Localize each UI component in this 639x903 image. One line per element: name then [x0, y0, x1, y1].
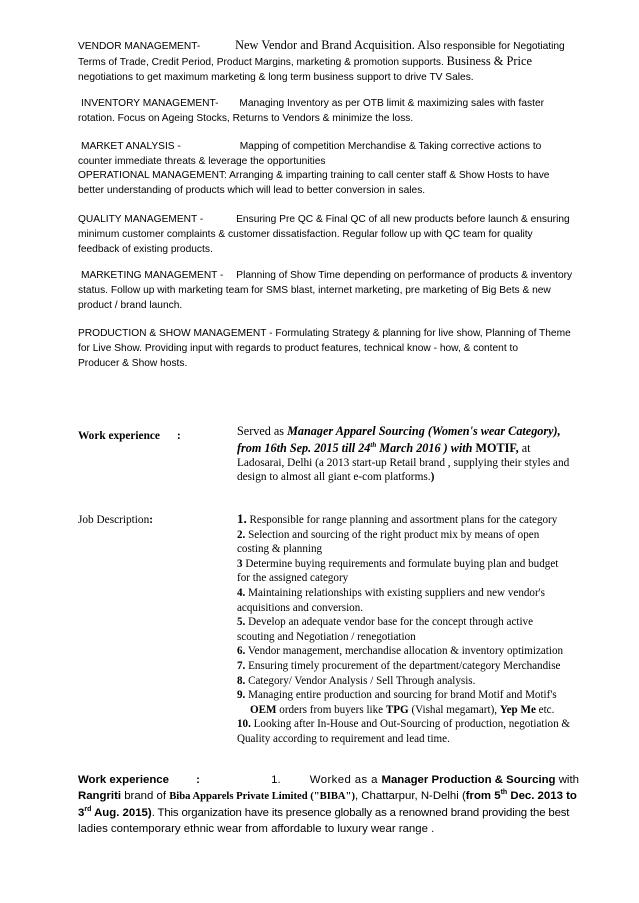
jd-item-8-num: 8. — [237, 674, 246, 687]
jd-item-5-num: 5. — [237, 616, 246, 629]
inventory-line-1-rest: Managing Inventory as per OTB limit & maximizing sales with faster — [239, 98, 545, 109]
jd-item-6 — [237, 644, 607, 659]
exp1-line-4-text: design to almost all giant e-com platforms. — [237, 471, 431, 483]
market-analysis-section — [78, 139, 598, 169]
jd-item-8 — [237, 674, 607, 689]
jd-buyers-text: orders from buyers like — [276, 703, 386, 716]
inventory-line-2: rotation. Focus on Ageing Stocks, Returns to Vendors & minimize the loss. — [78, 113, 414, 124]
jd-item-6-num: 6. — [237, 645, 246, 658]
job-description-label-wrap — [78, 514, 153, 526]
quality-line-1 — [78, 212, 598, 227]
inventory-line-1 — [78, 96, 598, 111]
market-line-1 — [78, 139, 598, 154]
exp2-worked: Worked as a — [309, 774, 382, 786]
market-heading: MARKET ANALYSIS - — [81, 141, 181, 152]
jd-item-10 — [237, 717, 607, 732]
jd-tpg: TPG — [385, 703, 409, 716]
job-description-list — [237, 512, 607, 747]
exp1-role: Manager Apparel Sourcing (Women's wear Category), — [287, 424, 561, 438]
jd-item-7-text: Ensuring timely procurement of the department/category Merchandise — [245, 659, 561, 672]
exp2-th-sup: th — [500, 789, 508, 797]
exp2-line-1 — [78, 772, 598, 788]
vendor-line-1 — [78, 38, 598, 54]
jd-item-3-num: 3 — [237, 557, 243, 570]
exp2-location: , Chattarpur, N-Delhi ( — [354, 790, 466, 802]
exp1-line-1 — [237, 423, 607, 440]
jd-item-10-text: Looking after In-House and Out-Sourcing of production, negotiation & — [250, 718, 571, 731]
exp2-from: from 5 — [465, 790, 501, 802]
jd-item-4-text: Maintaining relationships with existing suppliers and new vendor's — [245, 586, 545, 599]
exp2-dec: Dec. 2013 to — [507, 790, 577, 802]
jd-item-9 — [237, 688, 607, 703]
exp2-colon: : — [196, 774, 200, 786]
jd-yepme: Yep Me — [499, 703, 536, 716]
operational-management-section — [78, 168, 598, 198]
jd-item-8-text: Category/ Vendor Analysis / Sell Through analysis. — [245, 674, 476, 687]
inventory-management-section — [78, 96, 598, 126]
jd-item-10-num: 10. — [237, 718, 251, 731]
inventory-heading: INVENTORY MANAGEMENT- — [81, 98, 219, 109]
exp1-at: at — [518, 440, 531, 455]
exp2-day: 3 — [78, 807, 85, 819]
jd-item-3 — [237, 557, 607, 572]
vendor-serif-text: New Vendor and Brand Acquisition. Also — [235, 38, 441, 52]
jd-item-1-num: 1. — [237, 511, 247, 526]
exp2-line-3 — [78, 805, 598, 821]
jd-item-1-text: Responsible for range planning and assortment plans for the category — [246, 514, 558, 526]
jd-item-4-num: 4. — [237, 586, 246, 599]
jd-item-6-text: Vendor management, merchandise allocation & inventory optimization — [245, 645, 564, 658]
experience-1-details — [237, 423, 607, 484]
jd-etc: etc. — [535, 703, 555, 716]
exp1-to-date: March 2016 ) with — [376, 440, 476, 455]
exp1-line-4 — [237, 470, 607, 484]
jd-item-9-cont — [237, 703, 607, 718]
exp2-rd-sup: rd — [84, 806, 92, 814]
marketing-line-3: product / brand launch. — [78, 300, 183, 311]
exp2-role: Manager Production & Sourcing — [381, 774, 556, 786]
jd-item-4 — [237, 586, 607, 601]
quality-line-2: minimum customer complaints & customer dissatisfaction. Regular follow up with QC team for quality — [78, 229, 533, 240]
job-description-label: Job Description — [78, 514, 150, 526]
jd-item-10-cont: Quality according to requirement and lead time. — [237, 732, 450, 745]
exp2-org-text: . This organization have its presence globally as a renowned brand providing the best — [151, 807, 570, 819]
experience-2-section — [78, 772, 598, 837]
marketing-line-2: status. Follow up with marketing team for SMS blast, internet marketing, pre marketing of Big Bets & new — [78, 285, 551, 296]
jd-item-9-num: 9. — [237, 689, 246, 702]
jd-item-2-cont: costing & planning — [237, 543, 323, 556]
exp2-aug: Aug. 2015) — [91, 807, 152, 819]
jd-item-1 — [237, 512, 607, 528]
production-line-2: for Live Show. Providing input with regards to product features, technical know - how, & content to — [78, 343, 519, 354]
quality-management-section — [78, 212, 598, 257]
marketing-line-1 — [78, 268, 598, 283]
vendor-line-2-text: Terms of Trade, Credit Period, Product Margins, marketing & promotion supports. — [78, 57, 447, 68]
jd-item-3-cont: for the assigned category — [237, 572, 349, 585]
marketing-line-1-rest: Planning of Show Time depending on performance of products & inventory — [236, 270, 573, 281]
exp1-line-4-paren: ) — [430, 471, 435, 483]
production-line-3: Producer & Show hosts. — [78, 358, 188, 369]
exp1-th-sup: th — [370, 440, 377, 449]
work-experience-label: Work experience — [78, 430, 160, 442]
vendor-line-1-rest: responsible for Negotiating — [440, 41, 565, 52]
jd-vishal-text: (Vishal megamart), — [408, 703, 500, 716]
market-line-1-rest: Mapping of competition Merchandise & Taking corrective actions to — [239, 141, 542, 152]
jd-oem: OEM — [250, 703, 277, 716]
market-line-2: counter immediate threats & leverage the opportunities — [78, 156, 326, 167]
vendor-line-2-serif: Business & Price — [446, 54, 532, 68]
jd-item-5-text: Develop an adequate vendor base for the concept through active — [245, 616, 534, 629]
exp2-with: with — [555, 774, 579, 786]
exp1-company: MOTIF, — [475, 440, 519, 455]
jd-item-7 — [237, 659, 607, 674]
jd-item-4-cont: acquisitions and conversion. — [237, 601, 364, 614]
jd-item-9-text: Managing entire production and sourcing for brand Motif and Motif's — [245, 689, 557, 702]
jd-item-2-text: Selection and sourcing of the right product mix by means of open — [245, 528, 540, 541]
exp2-brand-of: brand of — [121, 790, 170, 802]
exp2-line-4: ladies contemporary ethnic wear from affordable to luxury wear range . — [78, 823, 435, 835]
quality-line-3: feedback of existing products. — [78, 244, 213, 255]
quality-line-1-rest: Ensuring Pre QC & Final QC of all new products before launch & ensuring — [236, 214, 570, 225]
exp1-line-2 — [237, 440, 607, 457]
vendor-heading: VENDOR MANAGEMENT- — [78, 41, 201, 52]
marketing-heading: MARKETING MANAGEMENT - — [81, 270, 224, 281]
exp1-served-as: Served as — [237, 424, 288, 438]
exp2-company: Biba Apparels Private Limited ("BIBA") — [169, 791, 355, 802]
vendor-line-3: negotiations to get maximum marketing & long term business support to drive TV Sales. — [78, 72, 474, 83]
exp1-from-date: from 16th Sep. 2015 till 24 — [237, 440, 371, 455]
quality-heading: QUALITY MANAGEMENT - — [78, 214, 204, 225]
exp2-line-2 — [78, 788, 598, 805]
jd-item-2 — [237, 528, 607, 543]
vendor-management-section — [78, 38, 598, 85]
production-management-section — [78, 326, 598, 371]
marketing-management-section — [78, 268, 598, 313]
jd-item-5 — [237, 615, 607, 630]
vendor-line-2 — [78, 54, 598, 70]
job-description-colon: : — [149, 514, 153, 526]
exp2-rangriti: Rangriti — [78, 790, 122, 802]
operational-line-1: OPERATIONAL MANAGEMENT: Arranging & imparting training to call center staff & Show Hosts to have — [78, 170, 550, 181]
jd-item-5-cont: scouting and Negotiation / renegotiation — [237, 630, 416, 643]
exp2-label: Work experience — [78, 774, 169, 786]
jd-item-7-num: 7. — [237, 659, 246, 672]
exp2-num: 1. — [271, 774, 281, 786]
work-experience-colon: : — [177, 430, 181, 442]
production-line-1: PRODUCTION & SHOW MANAGEMENT - Formulating Strategy & planning for live show, Planning of Theme — [78, 328, 571, 339]
exp1-line-3: Ladosarai, Delhi (a 2013 start-up Retail brand , supplying their styles and — [237, 457, 570, 469]
jd-item-3-text: Determine buying requirements and formulate buying plan and budget — [242, 557, 559, 570]
jd-item-2-num: 2. — [237, 528, 246, 541]
operational-line-2: better understanding of products which will lead to better conversion in sales. — [78, 185, 426, 196]
